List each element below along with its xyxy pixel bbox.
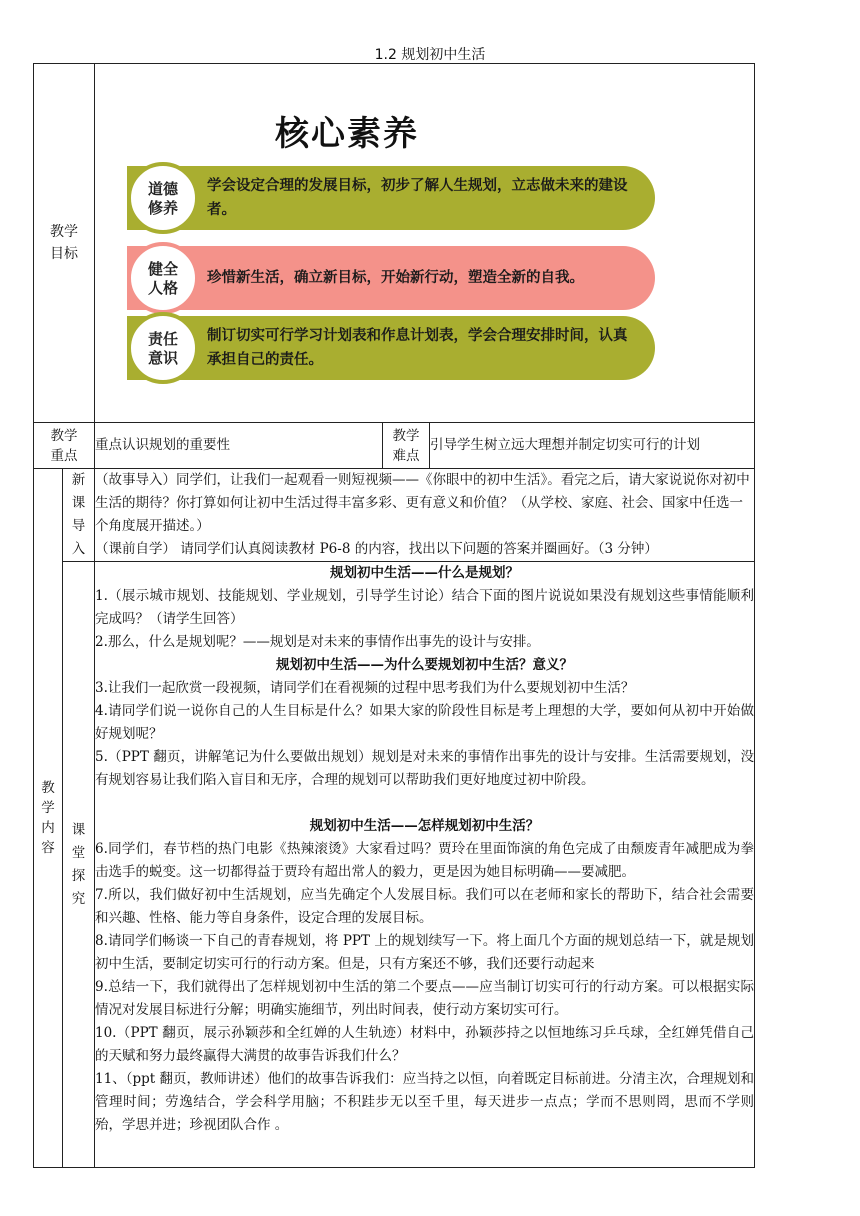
paragraph: 9.总结一下，我们就得出了怎样规划初中生活的第二个要点——应当制订切实可行的行动方案。可以根据实际情况对发展目标进行分解；明确实施细节，列出时间表，使行动方案切实可行。 bbox=[95, 979, 755, 1018]
goal-tag-line1: 健全 bbox=[147, 260, 178, 278]
difficulty-text: 引导学生树立远大理想并制定切实可行的计划 bbox=[430, 423, 755, 469]
page-title: 1.2 规划初中生活 bbox=[374, 47, 486, 63]
goal-text: 制订切实可行学习计划表和作息计划表，学会合理安排时间，认真承担自己的责任。 bbox=[207, 328, 628, 368]
goal-text: 学会设定合理的发展目标，初步了解人生规划，立志做未来的建设者。 bbox=[207, 178, 628, 218]
lesson-plan-table bbox=[33, 63, 755, 1168]
core-literacy-graphic bbox=[95, 64, 754, 422]
goal-bar-moral bbox=[127, 166, 655, 230]
key-point-text: 重点认识规划的重要性 bbox=[95, 423, 383, 469]
paragraph: 11、（ppt 翻页，教师讲述）他们的故事告诉我们：应当持之以恒，向着既定目标前进。分清主次，合理规划和管理时间；劳逸结合，学会科学用脑；不积跬步无以至千里，每天进步一点点；学而不思则罔，思而不学则殆，学思并进；珍视团队合作 。 bbox=[95, 1071, 755, 1133]
teaching-goals-label: 教学 目标 bbox=[34, 64, 95, 423]
core-literacy-title: 核心素养 bbox=[275, 114, 419, 154]
goal-bar-responsibility bbox=[127, 316, 655, 380]
paragraph: 3.让我们一起欣赏一段视频，请同学们在看视频的过程中思考我们为什么要规划初中生活？ bbox=[95, 680, 635, 696]
difficulty-label: 教学 难点 bbox=[383, 423, 430, 469]
key-point-label: 教学 重点 bbox=[34, 423, 95, 469]
section-heading: 规划初中生活——什么是规划？ bbox=[330, 565, 519, 581]
intro-label: 新 课 导 入 bbox=[63, 469, 95, 562]
paragraph: 6.同学们，春节档的热门电影《热辣滚烫》大家看过吗？贾玲在里面饰演的角色完成了由颓废青年减肥成为拳击选手的蜕变。这一切都得益于贾玲有超出常人的毅力，更是因为她目标明确——要减肥。 bbox=[95, 841, 755, 880]
goal-tag-circle bbox=[127, 312, 199, 384]
goal-tag-circle bbox=[127, 162, 199, 234]
explore-label: 课 堂 探 究 bbox=[63, 562, 95, 1168]
paragraph: 4.请同学们说一说你自己的人生目标是什么？如果大家的阶段性目标是考上理想的大学，要如何从初中开始做好规划呢？ bbox=[95, 703, 755, 742]
goal-tag-line1: 道德 bbox=[147, 180, 178, 198]
teaching-content-label: 教 学 内 容 bbox=[34, 469, 63, 1168]
goal-bar-personality bbox=[127, 246, 655, 310]
goal-tag-line2: 人格 bbox=[147, 279, 178, 297]
intro-story: （故事导入）同学们，让我们一起观看一则短视频——《你眼中的初中生活》。看完之后，请大家说说你对初中生活的期待？你打算如何让初中生活过得丰富多彩、更有意义和价值？（从学校、家庭、社会、国家中任选一个角度展开描述。） bbox=[95, 472, 750, 534]
core-literacy-cell bbox=[95, 64, 755, 423]
paragraph: 7.所以，我们做好初中生活规划，应当先确定个人发展目标。我们可以在老师和家长的帮助下，结合社会需要和兴趣、性格、能力等自身条件，设定合理的发展目标。 bbox=[95, 887, 755, 926]
paragraph: 8.请同学们畅谈一下自己的青春规划，将 PPT 上的规划续写一下。将上面几个方面的规划总结一下，就是规划初中生活，要制定切实可行的行动方案。但是，只有方案还不够，我们还要行动起来 bbox=[95, 933, 755, 972]
goal-tag-line1: 责任 bbox=[147, 330, 178, 348]
paragraph: 5.（PPT 翻页，讲解笔记为什么要做出规划）规划是对未来的事情作出事先的设计与安排。生活需要规划，没有规划容易让我们陷入盲目和无序，合理的规划可以帮助我们更好地度过初中阶段。 bbox=[95, 749, 755, 788]
paragraph: 10.（PPT 翻页，展示孙颖莎和全红婵的人生轨迹）材料中，孙颖莎持之以恒地练习乒乓球，全红婵凭借自己的天赋和努力最终赢得大满贯的故事告诉我们什么？ bbox=[95, 1025, 755, 1064]
paragraph: 1.（展示城市规划、技能规划、学业规划，引导学生讨论）结合下面的图片说说如果没有规划这些事情能顺利完成吗？（请学生回答） bbox=[95, 588, 755, 627]
intro-self-study: （课前自学） 请同学们认真阅读教材 P6-8 的内容，找出以下问题的答案并圈画好。（3 分钟） bbox=[95, 541, 658, 557]
section-heading: 规划初中生活——为什么要规划初中生活？意义？ bbox=[276, 657, 573, 673]
goal-tag-line2: 修养 bbox=[147, 199, 178, 217]
intro-content bbox=[95, 469, 755, 562]
goal-tag-circle bbox=[127, 242, 199, 314]
section-heading: 规划初中生活——怎样规划初中生活？ bbox=[309, 818, 540, 834]
paragraph: 2.那么，什么是规划呢？——规划是对未来的事情作出事先的设计与安排。 bbox=[95, 634, 540, 650]
goal-tag-line2: 意识 bbox=[147, 349, 178, 367]
goal-text: 珍惜新生活，确立新目标，开始新行动，塑造全新的自我。 bbox=[207, 270, 584, 286]
explore-content bbox=[95, 562, 755, 1168]
